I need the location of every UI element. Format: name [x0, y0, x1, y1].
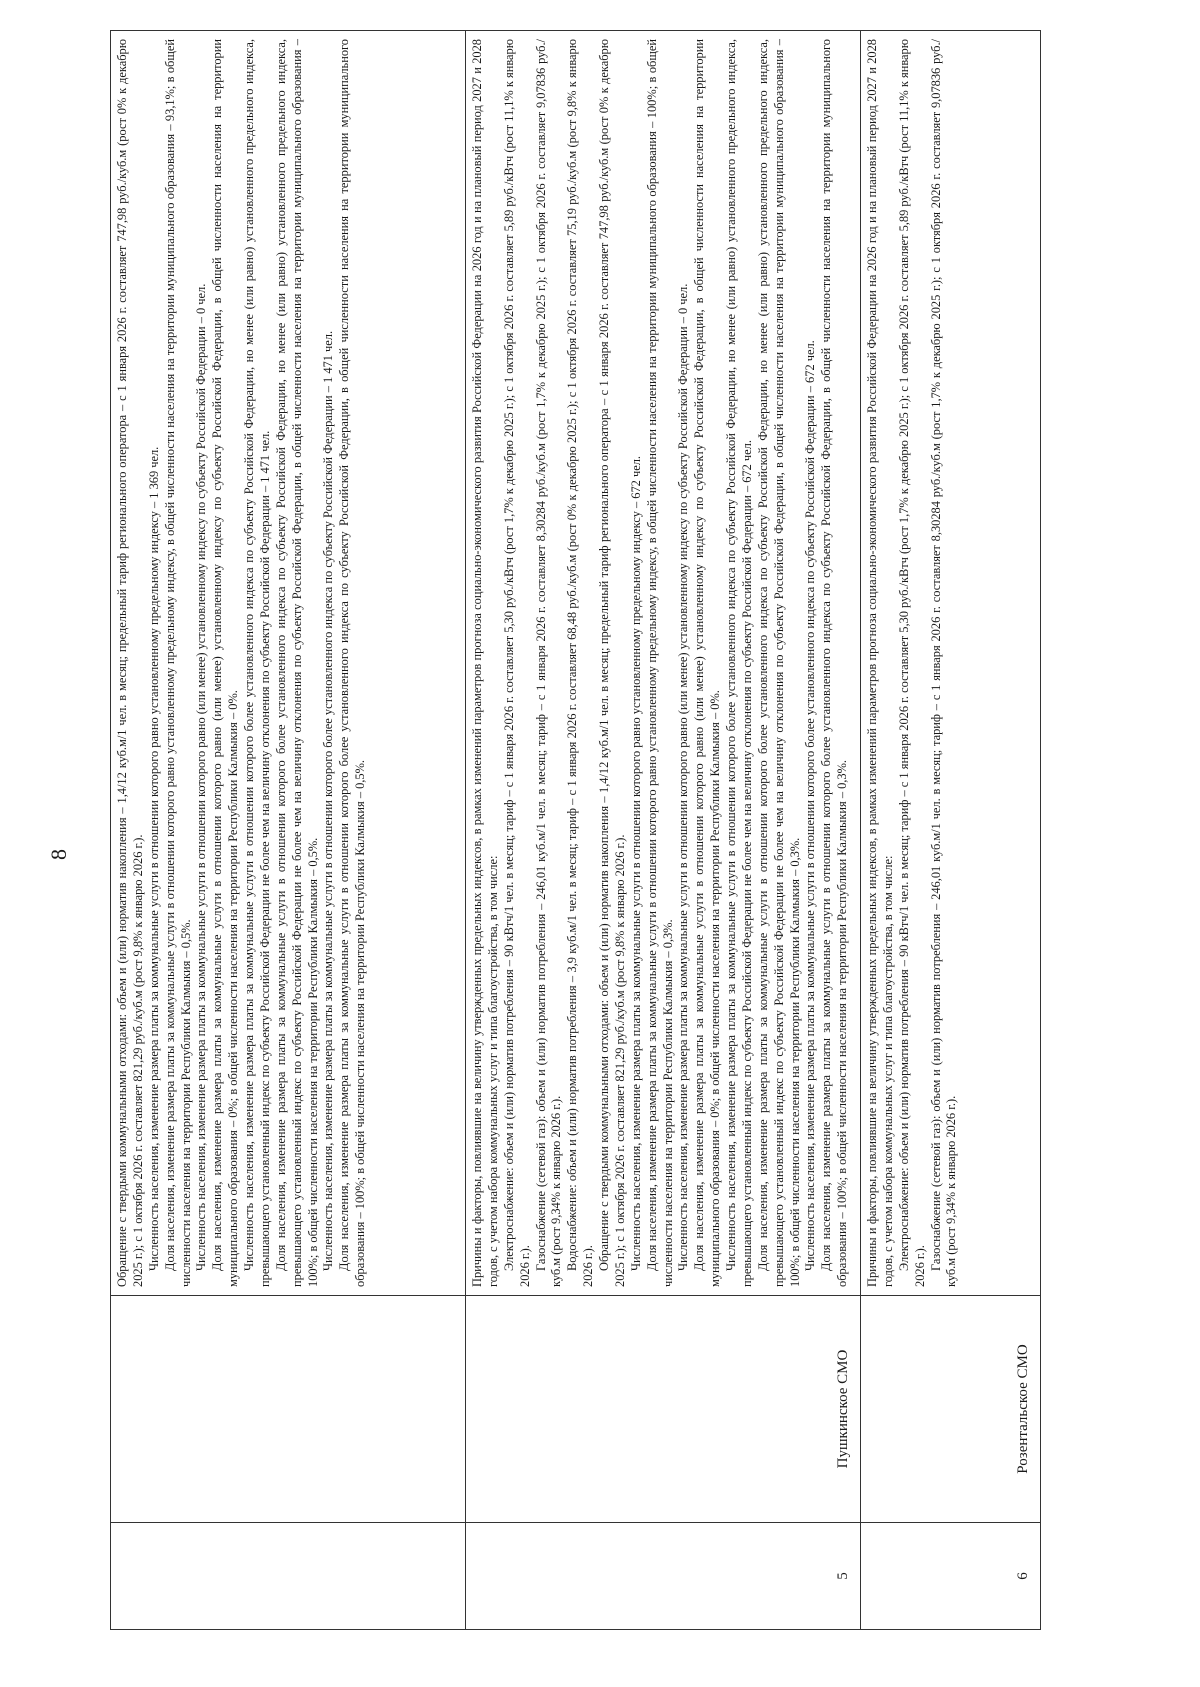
paragraph: Численность населения, изменение размера платы за коммунальные услуги в отношении которого более установленного индекса по субъекту Российской Федерации, но менее (или равно) установленного предельного индекса, превышающего установленный индекс по субъекту Российской Федерации не более чем на величину отклонения по субъекту Российской Федерации – 672 чел.	[724, 39, 754, 1287]
paragraph: Численность населения, изменение размера платы за коммунальные услуги в отношении которого равно установленному предельному индексу – 1 369 чел.	[146, 446, 161, 1271]
paragraph: Доля населения, изменение размера платы за коммунальные услуги в отношении которого более установленного индекса по субъекту Российской Федерации, но менее (или равно) установленного предельного индекса, превышающего установленный индекс по субъекту Российской Федерации не более чем на величину отклонения по субъекту Российской Федерации, в общей численности населения на территории муниципального образования – 100%; в общей численности населения на территории Республики Калмыкия – 0,5%.	[273, 39, 320, 1287]
municipality-table	[110, 30, 1041, 1630]
paragraph: Численность населения, изменение размера платы за коммунальные услуги в отношении которого более установленного индекса по субъекту Российской Федерации – 1 471 чел.	[321, 330, 336, 1271]
paragraph: Доля населения, изменение размера платы за коммунальные услуги в отношении которого равно (или менее) установленному индексу по субъекту Российской Федерации, в общей численности населения на территории муниципального образования – 0%; в общей численности населения на территории Республики Калмыкия – 0%.	[210, 39, 241, 1287]
table-row	[861, 31, 1041, 1630]
paragraph: Численность населения, изменение размера платы за коммунальные услуги в отношении которого равно установленному предельному индексу – 672 чел.	[628, 456, 643, 1271]
paragraph: Численность населения, изменение размера платы за коммунальные услуги в отношении которого равно (или менее) установленному индексу по субъекту Российской Федерации – 0 чел.	[676, 283, 691, 1271]
municipality-name: Пушкинское СМО	[466, 1296, 861, 1523]
paragraph: Численность населения, изменение размера платы за коммунальные услуги в отношении которого более установленного индекса по субъекту Российской Федерации – 672 чел.	[803, 340, 818, 1271]
municipality-name	[111, 1296, 466, 1523]
paragraph: Газоснабжение (сетевой газ): объем и (или) норматив потребления – 246,01 куб.м/1 чел. в месяц; тариф – с 1 января 2026 г. составляет 8,30284 руб./куб.м (рост 1,7% к декабрю 2025 г.); с 1 октября 2026 г. составляет 9,07836 руб./куб.м (рост 9,34% к январю 2026 г.).	[533, 39, 564, 1287]
paragraph: Численность населения, изменение размера платы за коммунальные услуги в отношении которого более установленного индекса по субъекту Российской Федерации, но менее (или равно) установленного предельного индекса, превышающего установленный индекс по субъекту Российской Федерации не более чем на величину отклонения по субъекту Российской Федерации – 1 471 чел.	[242, 39, 272, 1287]
paragraph: Электроснабжение: объем и (или) норматив потребления – 90 кВтч/1 чел. в месяц; тариф – с 1 января 2026 г. составляет 5,30 руб./кВтч (рост 1,7% к декабрю 2025 г.); с 1 октября 2026 г. составляет 5,89 руб./кВтч (рост 11,1% к январю 2026 г.).	[896, 39, 927, 1287]
paragraph: Доля населения, изменение размера платы за коммунальные услуги в отношении которого равно установленному предельному индексу, в общей численности населения на территории муниципального образования – 93,1%; в общей численности населения на территории Республики Калмыкия – 0,5%.	[162, 39, 193, 1287]
row-number	[111, 1523, 466, 1630]
paragraph: Обращение с твердыми коммунальными отходами: объем и (или) норматив накопления – 1,4/12 куб.м/1 чел. в месяц; предельный тариф регионального оператора – с 1 января 2026 г. составляет 747,98 руб./куб.м (рост 0% к декабрю 2025 г.); с 1 октября 2026 г. составляет 821,29 руб./куб.м (рост 9,8% к январю 2026 г.).	[597, 39, 627, 1287]
row-description	[861, 31, 1041, 1296]
paragraph: Численность населения, изменение размера платы за коммунальные услуги в отношении которого равно (или менее) установленному индексу по субъекту Российской Федерации – 0 чел.	[194, 283, 209, 1271]
paragraph: Электроснабжение: объем и (или) норматив потребления – 90 кВтч/1 чел. в месяц; тариф – с 1 января 2026 г. составляет 5,30 руб./кВтч (рост 1,7% к декабрю 2025 г.); с 1 октября 2026 г. составляет 5,89 руб./кВтч (рост 11,1% к январю 2026 г.).	[501, 39, 532, 1287]
row-number: 5	[466, 1523, 861, 1630]
paragraph: Доля населения, изменение размера платы за коммунальные услуги в отношении которого равно установленному предельному индексу, в общей численности населения на территории муниципального образования – 100%; в общей численности населения на территории Республики Калмыкия – 0,3%.	[644, 39, 675, 1287]
paragraph: Водоснабжение: объем и (или) норматив потребления – 3,9 куб.м/1 чел. в месяц; тариф – с 1 января 2026 г. составляет 68,48 руб./куб.м (рост 0% к декабрю 2025 г.); с 1 октября 2026 г. составляет 75,19 руб./куб.м (рост 9,8% к январю 2026 г.).	[565, 39, 596, 1287]
paragraph: Обращение с твердыми коммунальными отходами: объем и (или) норматив накопления – 1,4/12 куб.м/1 чел. в месяц; предельный тариф регионального оператора – с 1 января 2026 г. составляет 747,98 руб./куб.м (рост 0% к декабрю 2025 г.); с 1 октября 2026 г. составляет 821,29 руб./куб.м (рост 9,8% к январю 2026 г.).	[115, 39, 145, 1287]
page-number: 8	[46, 848, 71, 860]
paragraph: Доля населения, изменение размера платы за коммунальные услуги в отношении которого более установленного индекса по субъекту Российской Федерации, в общей численности населения на территории муниципального образования – 100%; в общей численности населения на территории Республики Калмыкия – 0,3%.	[819, 39, 850, 1287]
row-description	[111, 31, 466, 1296]
municipality-name: Розентальское СМО	[861, 1296, 1041, 1523]
row-number: 6	[861, 1523, 1041, 1630]
paragraph: Газоснабжение (сетевой газ): объем и (или) норматив потребления – 246,01 куб.м/1 чел. в месяц; тариф – с 1 января 2026 г. составляет 8,30284 руб./куб.м (рост 1,7% к декабрю 2025 г.); с 1 октября 2026 г. составляет 9,07836 руб./куб.м (рост 9,34% к январю 2026 г.).	[928, 39, 959, 1287]
paragraph: Доля населения, изменение размера платы за коммунальные услуги в отношении которого более установленного индекса по субъекту Российской Федерации, но менее (или равно) установленного предельного индекса, превышающего установленный индекс по субъекту Российской Федерации не более чем на величину отклонения по субъекту Российской Федерации, в общей численности населения на территории муниципального образования – 100%; в общей численности населения на территории Республики Калмыкия – 0,3%.	[755, 39, 802, 1287]
rotated-document-page	[46, 30, 1040, 1630]
paragraph: Причины и факторы, повлиявшие на величину утвержденных предельных индексов, в рамках изменений параметров прогноза социально-экономического развития Российской Федерации на 2026 год и на плановый период 2027 и 2028 годов, с учетом набора коммунальных услуг и типа благоустройства, в том числе:	[470, 39, 500, 1287]
table-row	[466, 31, 861, 1630]
table-row	[111, 31, 466, 1630]
paragraph: Доля населения, изменение размера платы за коммунальные услуги в отношении которого равно (или менее) установленному индексу по субъекту Российской Федерации, в общей численности населения на территории муниципального образования – 0%; в общей численности населения на территории Республики Калмыкия – 0%.	[692, 39, 723, 1287]
row-description	[466, 31, 861, 1296]
paragraph: Доля населения, изменение размера платы за коммунальные услуги в отношении которого более установленного индекса по субъекту Российской Федерации, в общей численности населения на территории муниципального образования – 100%; в общей численности населения на территории Республики Калмыкия – 0,5%.	[337, 39, 368, 1287]
paragraph: Причины и факторы, повлиявшие на величину утвержденных предельных индексов, в рамках изменений параметров прогноза социально-экономического развития Российской Федерации на 2026 год и на плановый период 2027 и 2028 годов, с учетом набора коммунальных услуг и типа благоустройства, в том числе:	[865, 39, 895, 1287]
